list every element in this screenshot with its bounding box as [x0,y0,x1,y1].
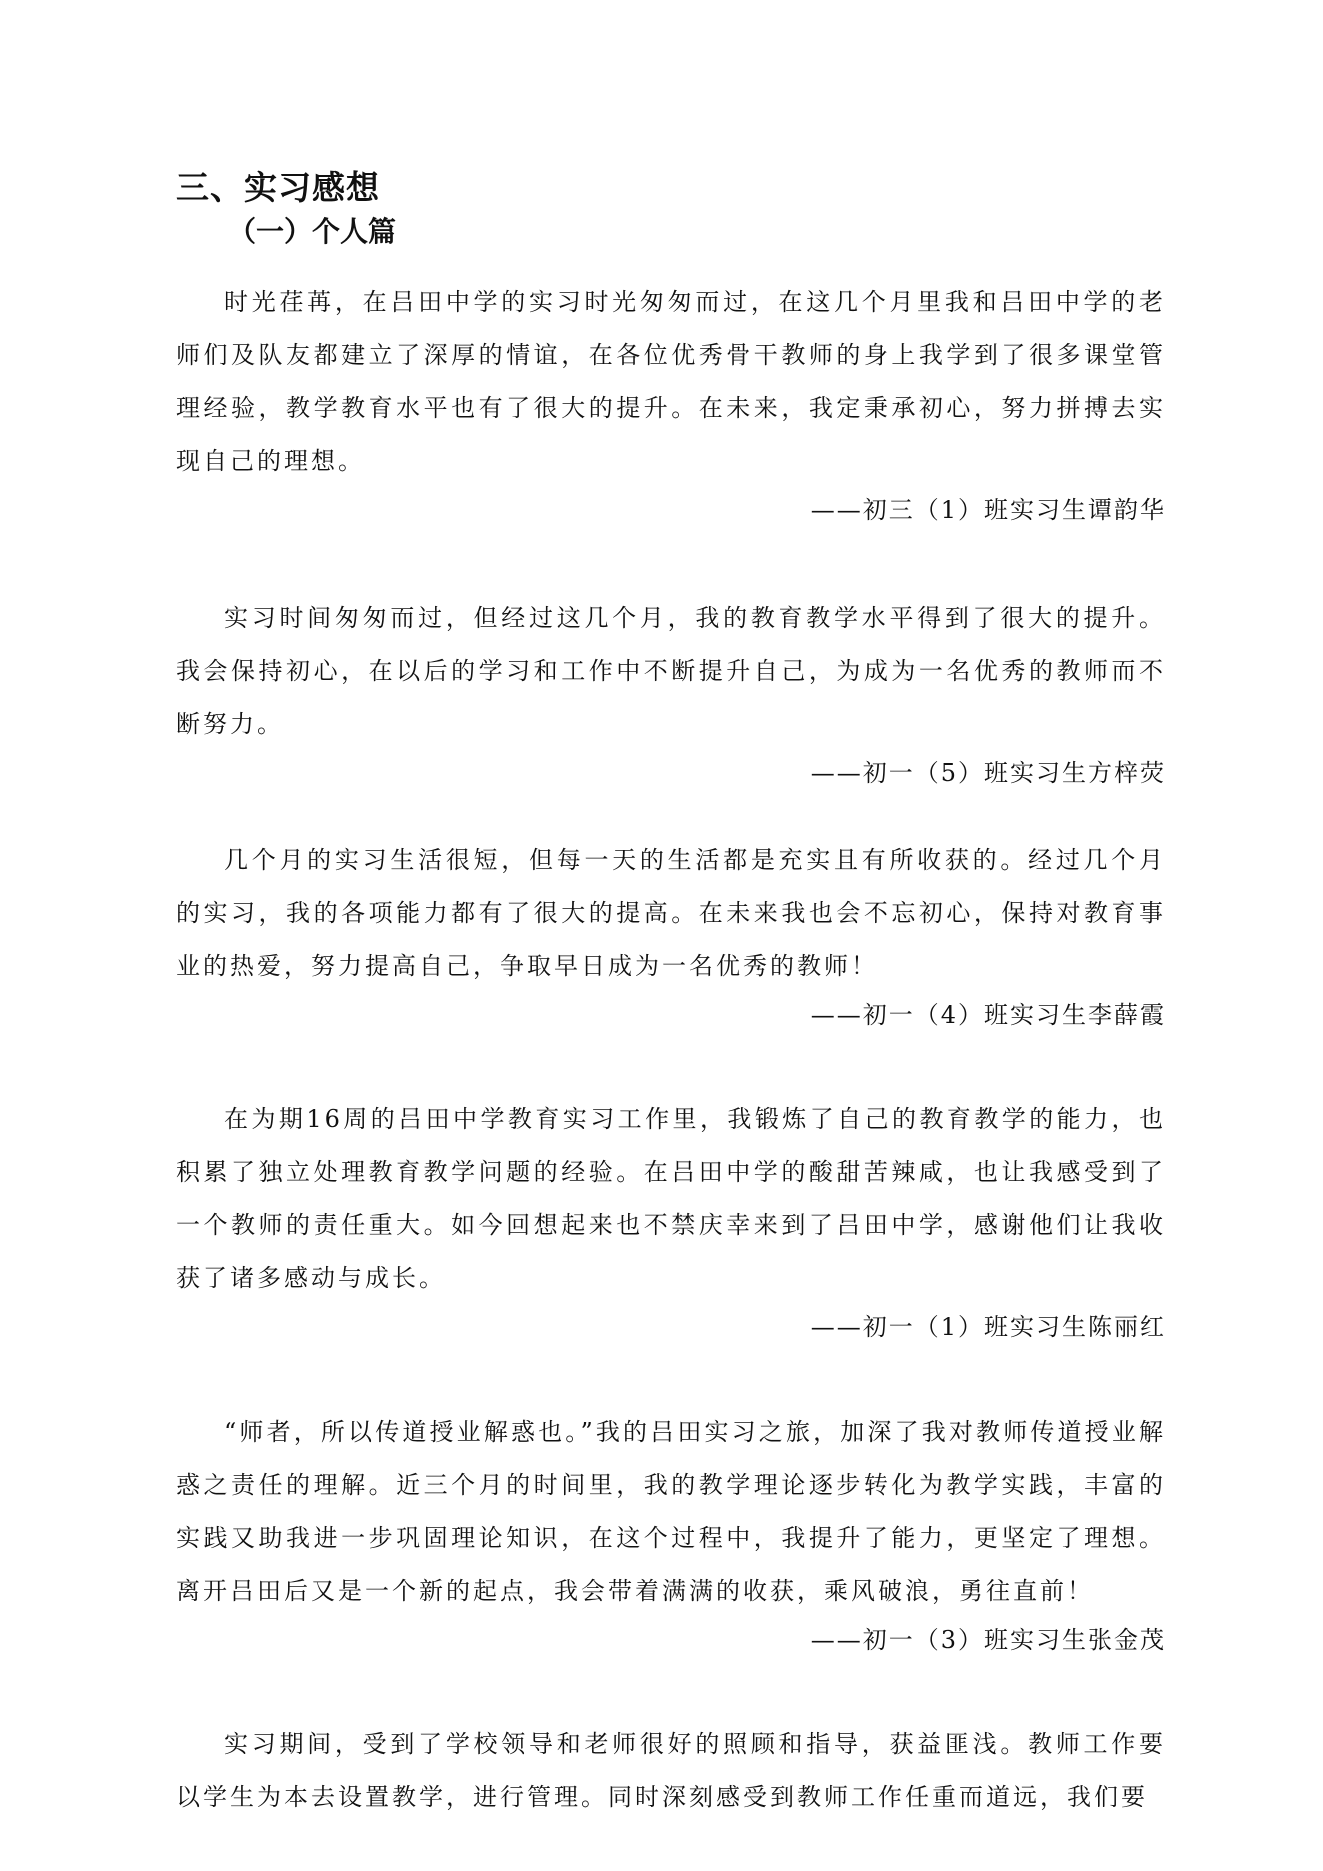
reflection-text: 在为期16周的吕田中学教育实习工作里，我锻炼了自己的教育教学的能力，也积累了独立处理教育教学问题的经验。在吕田中学的酸甜苦辣咸，也让我感受到了一个教师的责任重大。如今回想起来也不禁庆幸来到了吕田中学，感谢他们让我收获了诸多感动与成长。 [176,1105,1166,1292]
reflection-entry-6 [176,1718,1166,1824]
reflection-entry-3 [176,834,1166,1037]
reflection-text: 实习时间匆匆而过，但经过这几个月，我的教育教学水平得到了很大的提升。我会保持初心，在以后的学习和工作中不断提升自己，为成为一名优秀的教师而不断努力。 [176,604,1166,738]
reflection-text: “师者，所以传道授业解惑也。”我的吕田实习之旅，加深了我对教师传道授业解惑之责任的理解。近三个月的时间里，我的教学理论逐步转化为教学实践，丰富的实践又助我进一步巩固理论知识，在这个过程中，我提升了能力，更坚定了理想。离开吕田后又是一个新的起点，我会带着满满的收获，乘风破浪，勇往直前！ [176,1418,1166,1605]
reflection-signature: ——初一（4）班实习生李薛霞 [810,1001,1166,1029]
reflection-signature: ——初一（5）班实习生方梓荧 [810,759,1166,787]
reflection-signature: ——初一（3）班实习生张金茂 [810,1626,1166,1654]
reflection-entry-2 [176,592,1166,795]
reflection-text: 时光荏苒，在吕田中学的实习时光匆匆而过，在这几个月里我和吕田中学的老师们及队友都建立了深厚的情谊，在各位优秀骨干教师的身上我学到了很多课堂管理经验，教学教育水平也有了很大的提升。在未来，我定秉承初心，努力拼搏去实现自己的理想。 [176,288,1166,475]
reflection-entry-4 [176,1093,1166,1349]
reflection-entry-5 [176,1406,1166,1662]
reflection-signature: ——初一（1）班实习生陈丽红 [810,1313,1166,1341]
section-heading: 三、实习感想 [176,168,380,207]
reflection-text: 几个月的实习生活很短，但每一天的生活都是充实且有所收获的。经过几个月的实习，我的各项能力都有了很大的提高。在未来我也会不忘初心，保持对教育事业的热爱，努力提高自己，争取早日成为一名优秀的教师！ [176,846,1166,980]
reflection-entry-1 [176,276,1166,532]
reflection-signature: ——初三（1）班实习生谭韵华 [810,496,1166,524]
reflection-text: 实习期间，受到了学校领导和老师很好的照顾和指导，获益匪浅。教师工作要以学生为本去设置教学，进行管理。同时深刻感受到教师工作任重而道远，我们要 [176,1730,1166,1811]
subsection-heading: （一）个人篇 [228,215,397,248]
